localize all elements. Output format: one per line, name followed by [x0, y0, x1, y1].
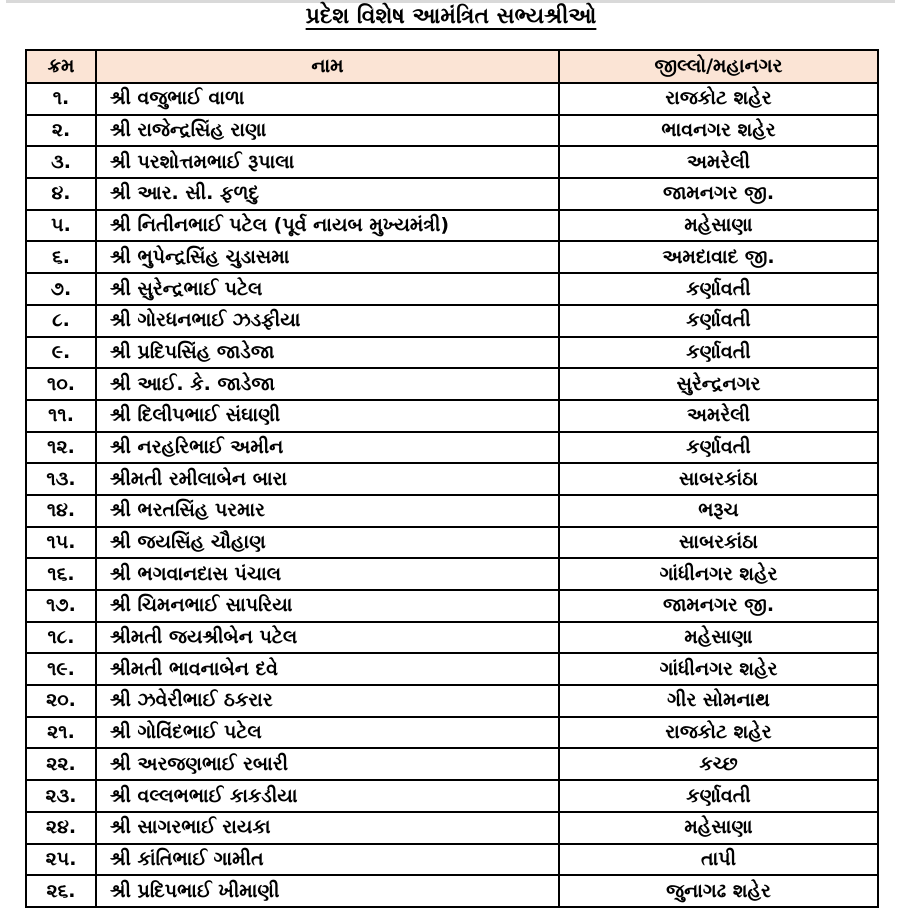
name-cell: શ્રી સુરેન્દ્રભાઈ પટેલ [96, 273, 559, 305]
serial-cell: ૧. [26, 83, 96, 115]
name-cell: શ્રી રાજેન્દ્રસિંહ રાણા [96, 115, 559, 147]
serial-cell: ૬. [26, 241, 96, 273]
name-cell: શ્રી દિલીપભાઈ સંઘાણી [96, 400, 559, 432]
table-row [26, 685, 878, 717]
table-row [26, 495, 878, 527]
table-row [26, 748, 878, 780]
serial-cell: ૧૮. [26, 622, 96, 654]
table-row [26, 527, 878, 559]
serial-cell: ૨. [26, 115, 96, 147]
table-row [26, 432, 878, 464]
col-header-district: જીલ્લો/મહાનગર [559, 50, 878, 83]
name-cell: શ્રી વજુભાઈ વાળા [96, 83, 559, 115]
district-cell: મહેસાણા [559, 622, 878, 654]
name-cell: શ્રીમતી રમીલાબેન બારા [96, 463, 559, 495]
members-table [25, 49, 879, 908]
table-row [26, 812, 878, 844]
serial-cell: ૫. [26, 210, 96, 242]
district-cell: કર્ણાવતી [559, 337, 878, 369]
name-cell: શ્રી ગોરધનભાઈ ઝડફીયા [96, 305, 559, 337]
table-row [26, 463, 878, 495]
name-cell: શ્રી સાગરભાઈ રાયકા [96, 812, 559, 844]
district-cell: તાપી [559, 844, 878, 876]
table-body [26, 83, 878, 907]
serial-cell: ૧૨. [26, 432, 96, 464]
table-row [26, 590, 878, 622]
district-cell: ભાવનગર શહેર [559, 115, 878, 147]
name-cell: શ્રી આર. સી. ફળદુ [96, 178, 559, 210]
name-cell: શ્રી પરશોત્તમભાઈ રૂપાલા [96, 146, 559, 178]
serial-cell: ૧૪. [26, 495, 96, 527]
table-row [26, 273, 878, 305]
district-cell: ગાંધીનગર શહેર [559, 558, 878, 590]
table-row [26, 875, 878, 907]
district-cell: જામનગર જી. [559, 590, 878, 622]
name-cell: શ્રીમતી ભાવનાબેન દવે [96, 653, 559, 685]
district-cell: અમરેલી [559, 146, 878, 178]
district-cell: સાબરકાંઠા [559, 463, 878, 495]
district-cell: કર્ણાવતી [559, 432, 878, 464]
serial-cell: ૪. [26, 178, 96, 210]
district-cell: અમરેલી [559, 400, 878, 432]
name-cell: શ્રી અરજણભાઈ રબારી [96, 748, 559, 780]
table-row [26, 368, 878, 400]
serial-cell: ૨૫. [26, 844, 96, 876]
name-cell: શ્રી ભુપેન્દ્રસિંહ ચુડાસમા [96, 241, 559, 273]
name-cell: શ્રી નરહરિભાઈ અમીન [96, 432, 559, 464]
table-row [26, 717, 878, 749]
name-cell: શ્રી ગોવિંદભાઈ પટેલ [96, 717, 559, 749]
page-title [0, 4, 902, 29]
district-cell: મહેસાણા [559, 812, 878, 844]
serial-cell: ૩. [26, 146, 96, 178]
table-row [26, 305, 878, 337]
serial-cell: ૨૪. [26, 812, 96, 844]
table-row [26, 844, 878, 876]
name-cell: શ્રી કાંતિભાઈ ગામીત [96, 844, 559, 876]
serial-cell: ૨૦. [26, 685, 96, 717]
district-cell: કર્ણાવતી [559, 273, 878, 305]
name-cell: શ્રીમતી જયશ્રીબેન પટેલ [96, 622, 559, 654]
serial-cell: ૧૧. [26, 400, 96, 432]
district-cell: સાબરકાંઠા [559, 527, 878, 559]
serial-cell: ૭. [26, 273, 96, 305]
serial-cell: ૨૩. [26, 780, 96, 812]
page-title-text: પ્રદેશ વિશેષ આમંત્રિત સભ્યશ્રીઓ [305, 4, 597, 29]
name-cell: શ્રી જયસિંહ ચૌહાણ [96, 527, 559, 559]
table-row [26, 146, 878, 178]
serial-cell: ૧૦. [26, 368, 96, 400]
name-cell: શ્રી પ્રદિપસિંહ જાડેજા [96, 337, 559, 369]
name-cell: શ્રી આઈ. કે. જાડેજા [96, 368, 559, 400]
district-cell: સુરેન્દ્રનગર [559, 368, 878, 400]
district-cell: કર્ણાવતી [559, 780, 878, 812]
serial-cell: ૧૩. [26, 463, 96, 495]
table-row [26, 210, 878, 242]
serial-cell: ૮. [26, 305, 96, 337]
serial-cell: ૨૧. [26, 717, 96, 749]
table-row [26, 780, 878, 812]
district-cell: રાજકોટ શહેર [559, 717, 878, 749]
table-row [26, 178, 878, 210]
serial-cell: ૨૨. [26, 748, 96, 780]
serial-cell: ૧૫. [26, 527, 96, 559]
table-header-row [26, 50, 878, 83]
name-cell: શ્રી ઝવેરીભાઈ ઠકરાર [96, 685, 559, 717]
district-cell: કચ્છ [559, 748, 878, 780]
name-cell: શ્રી નિતીનભાઈ પટેલ (પૂર્વ નાયબ મુખ્યમંત્રી) [96, 210, 559, 242]
table-row [26, 558, 878, 590]
table-row [26, 241, 878, 273]
district-cell: રાજકોટ શહેર [559, 83, 878, 115]
name-cell: શ્રી ચિમનભાઈ સાપરિયા [96, 590, 559, 622]
table-row [26, 337, 878, 369]
district-cell: ભરૂચ [559, 495, 878, 527]
district-cell: ગાંધીનગર શહેર [559, 653, 878, 685]
table-row [26, 653, 878, 685]
district-cell: જુનાગઢ શહેર [559, 875, 878, 907]
serial-cell: ૧૯. [26, 653, 96, 685]
name-cell: શ્રી ભગવાનદાસ પંચાલ [96, 558, 559, 590]
district-cell: જામનગર જી. [559, 178, 878, 210]
table-row [26, 622, 878, 654]
district-cell: કર્ણાવતી [559, 305, 878, 337]
name-cell: શ્રી વલ્લભભાઈ કાકડીયા [96, 780, 559, 812]
name-cell: શ્રી ભરતસિંહ પરમાર [96, 495, 559, 527]
table-row [26, 83, 878, 115]
district-cell: ગીર સોમનાથ [559, 685, 878, 717]
table-row [26, 400, 878, 432]
name-cell: શ્રી પ્રદિપભાઈ ખીમાણી [96, 875, 559, 907]
serial-cell: ૯. [26, 337, 96, 369]
district-cell: મહેસાણા [559, 210, 878, 242]
serial-cell: ૨૬. [26, 875, 96, 907]
table-row [26, 115, 878, 147]
col-header-serial: ક્રમ [26, 50, 96, 83]
page-top-divider [6, 0, 895, 3]
serial-cell: ૧૬. [26, 558, 96, 590]
col-header-name: નામ [96, 50, 559, 83]
serial-cell: ૧૭. [26, 590, 96, 622]
district-cell: અમદાવાદ જી. [559, 241, 878, 273]
